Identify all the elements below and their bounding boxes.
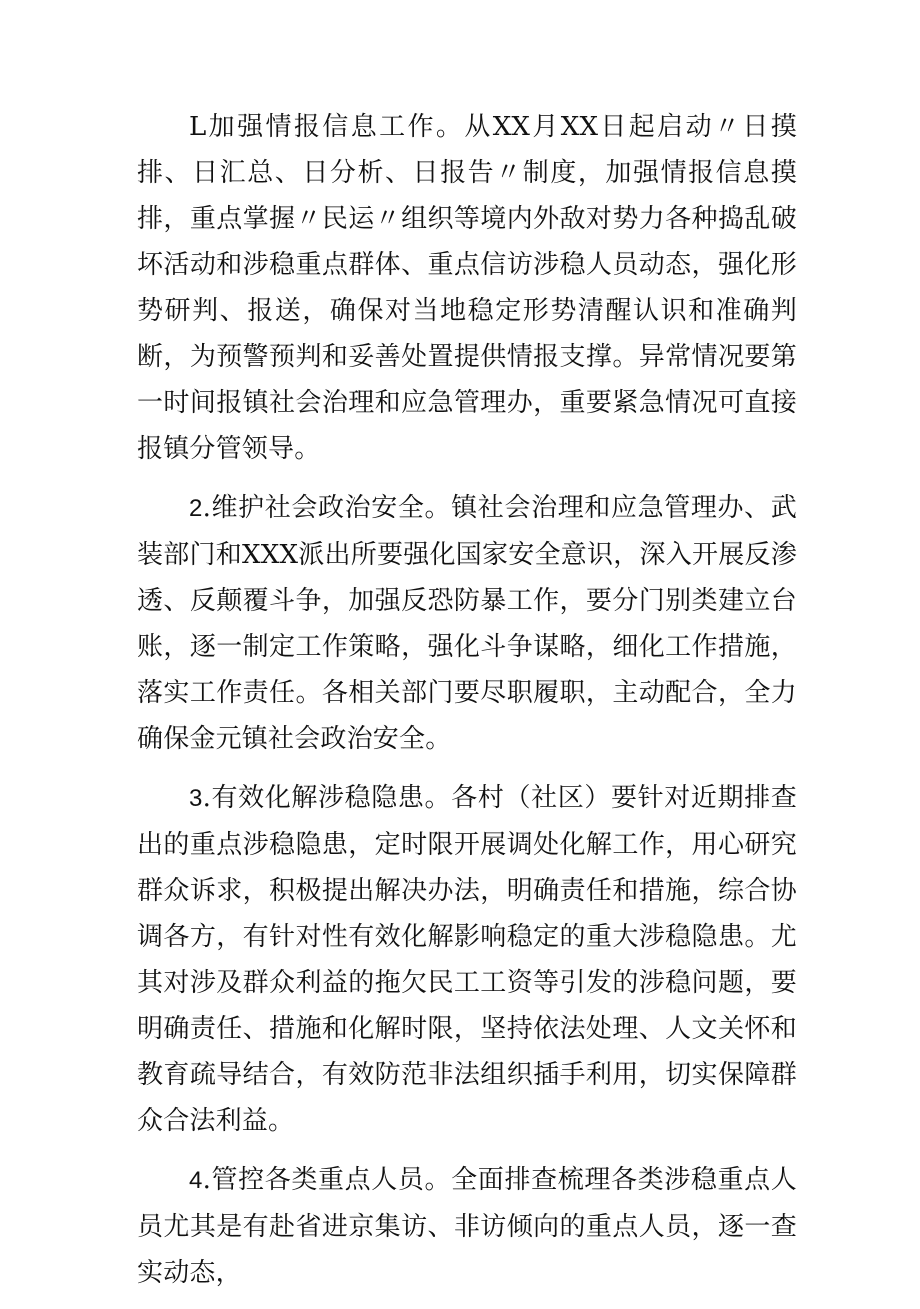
paragraph-3-number: 3 [189,785,203,812]
paragraph-2-number: 2 [189,495,203,522]
paragraph-3-text: .有效化解涉稳隐患。各村（社区）要针对近期排查出的重点涉稳隐患，定时限开展调处化解工作，用心研究群众诉求，积极提出解决办法，明确责任和措施，综合协调各方，有针对性有效化解影响稳定的重大涉稳隐患。尤其对涉及群众利益的拖欠民工工资等引发的涉稳问题，要明确责任、措施和化解时限，坚持依法处理、人文关怀和教育疏导结合，有效防范非法组织插手利用，切实保障群众合法利益。 [137,783,797,1136]
paragraph-4-number: 4 [189,1167,203,1194]
paragraph-4-text: .管控各类重点人员。全面排查梳理各类涉稳重点人员尤其是有赴省进京集访、非访倾向的重点人员，逐一查实动态， [137,1165,797,1288]
paragraph-1 [137,104,797,472]
paragraph-1-text: L加强情报信息工作。从XX月XX日起启动〃日摸排、日汇总、日分析、日报告〃制度，加强情报信息摸排，重点掌握〃民运〃组织等境内外敌对势力各种捣乱破坏活动和涉稳重点群体、重点信访涉稳人员动态，强化形势研判、报送，确保对当地稳定形势清醒认识和准确判断，为预警预判和妥善处置提供情报支撑。异常情况要第一时间报镇社会治理和应急管理办，重要紧急情况可直接报镇分管领导。 [137,112,797,464]
paragraph-2-text: .维护社会政治安全。镇社会治理和应急管理办、武装部门和XXX派出所要强化国家安全意识，深入开展反渗透、反颠覆斗争，加强反恐防暴工作，要分门别类建立台账，逐一制定工作策略，强化斗争谋略，细化工作措施，落实工作责任。各相关部门要尽职履职，主动配合，全力确保金元镇社会政治安全。 [137,493,797,754]
paragraph-3 [137,775,797,1144]
document-body [137,104,797,1309]
paragraph-4 [137,1157,797,1296]
paragraph-2 [137,485,797,762]
